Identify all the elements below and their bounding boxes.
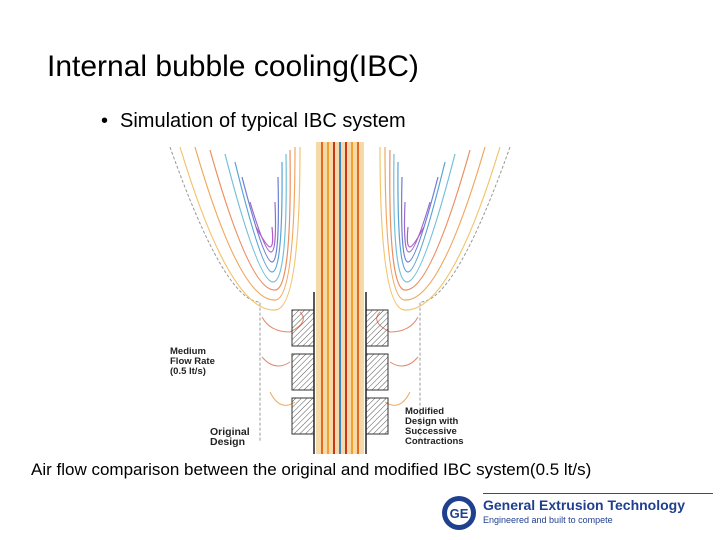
- company-logo: [440, 493, 715, 533]
- company-name: General Extrusion Technology: [483, 497, 686, 513]
- bullet-dot: •: [101, 110, 109, 132]
- logo-divider: [483, 493, 713, 494]
- original-design-label: Original Design: [210, 426, 250, 448]
- logo-mark-text: GE: [449, 506, 469, 521]
- flow-contour-image: [150, 142, 530, 454]
- get-logo-mark: [440, 494, 478, 532]
- figure-caption: Air flow comparison between the original and modified IBC system(0.5 lt/s): [31, 460, 592, 479]
- company-tagline: Engineered and built to compete: [483, 515, 613, 525]
- bullet-text: Simulation of typical IBC system: [120, 110, 406, 132]
- ibc-simulation-figure: [150, 142, 530, 454]
- flow-rate-label: Medium Flow Rate (0.5 lt/s): [170, 346, 215, 377]
- modified-design-label: Modified Design with Successive Contractions: [405, 406, 464, 447]
- bullet-item: [101, 110, 406, 133]
- slide-title: Internal bubble cooling(IBC): [47, 50, 419, 83]
